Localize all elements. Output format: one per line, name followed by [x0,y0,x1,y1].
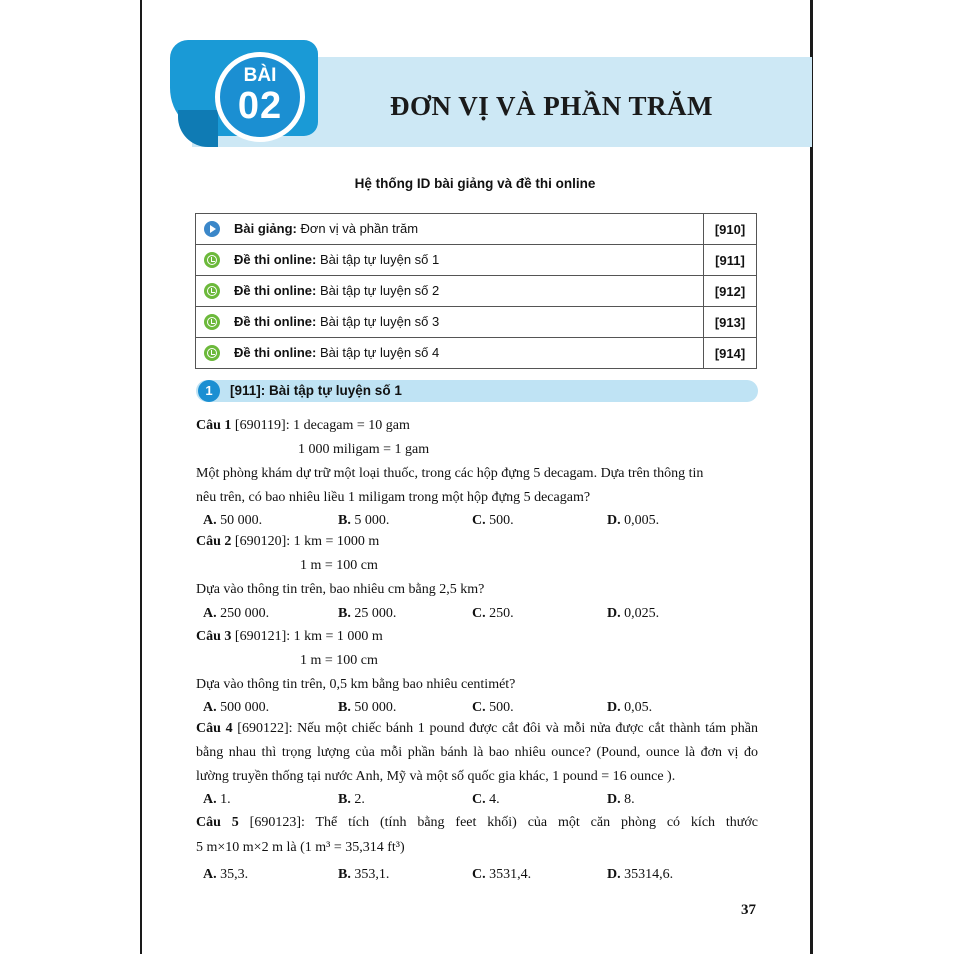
answer-option[interactable]: D. 0,05. [607,700,653,715]
resource-kind: Đề thi online: [234,344,317,360]
badge-label: BÀI [243,65,277,86]
answer-option[interactable]: A. 500 000. [203,700,270,715]
resource-code: [910] [704,214,757,245]
question-label: Câu 2 [196,534,232,549]
answer-option[interactable]: D. 0,005. [607,513,660,528]
question-1-header [196,417,410,435]
question-4-text: Câu 4 [690122]: Nếu một chiếc bánh 1 pound được cắt đôi và mỗi nửa được cắt thành tám phần [196,721,758,736]
resource-kind: Đề thi online: [234,282,317,298]
question-5-text: Câu 5 [690123]: Thể tích (tính bằng feet khối) của một căn phòng có kích thước [196,815,758,830]
resource-row[interactable] [196,245,757,276]
question-fact: 1 decagam = 10 gam [293,418,410,433]
id-system-heading: Hệ thống ID bài giảng và đề thi online [354,176,596,191]
clock-icon [204,252,220,268]
question-text: nêu trên, có bao nhiêu liều 1 miligam trong một hộp đựng 5 decagam? [196,490,591,505]
question-label: Câu 3 [196,629,232,644]
question-id: [690119]: [231,418,294,433]
answer-option[interactable]: C. 250. [472,606,514,621]
answer-option[interactable]: A. 1. [203,792,231,807]
resource-code: [911] [704,245,757,276]
answer-option[interactable]: B. 25 000. [338,606,397,621]
banner-fold [178,110,218,147]
answer-option[interactable]: A. 35,3. [203,867,249,882]
resource-kind: Đề thi online: [234,313,317,329]
question-text: Dựa vào thông tin trên, 0,5 km bằng bao nhiêu centimét? [196,677,516,692]
answer-option[interactable]: B. 2. [338,792,365,807]
resource-title: Đơn vị và phần trăm [300,220,419,236]
question-3-header [196,628,383,646]
clock-icon [204,345,220,361]
question-label: Câu 5 [196,815,239,830]
resource-kind: Bài giảng: [234,220,297,236]
answer-option[interactable]: B. 50 000. [338,700,397,715]
question-label: Câu 1 [196,418,232,433]
badge-number: 02 [237,85,283,127]
answer-option[interactable]: C. 500. [472,700,514,715]
resource-title: Bài tập tự luyện số 3 [319,313,440,329]
answer-option[interactable]: C. 500. [472,513,514,528]
page-number: 37 [741,902,756,918]
resource-title: Bài tập tự luyện số 1 [319,251,440,267]
resource-row[interactable] [196,214,757,245]
lesson-title: ĐƠN VỊ VÀ PHẦN TRĂM [390,91,714,121]
question-text: Một phòng khám dự trữ một loại thuốc, trong các hộp đựng 5 decagam. Dựa trên thông tin [196,466,704,481]
resource-code: [912] [704,276,757,307]
answer-option[interactable]: B. 353,1. [338,867,390,882]
answer-option[interactable]: C. 3531,4. [472,867,532,882]
play-icon [204,221,220,237]
clock-icon [204,314,220,330]
question-text: lường truyền thống tại nước Anh, Mỹ và một số quốc gia khác, 1 pound = 16 ounce ). [196,769,676,784]
answer-option[interactable]: C. 4. [472,792,500,807]
resource-title: Bài tập tự luyện số 4 [319,344,440,360]
answer-option[interactable]: D. 0,025. [607,606,660,621]
question-id: [690121]: [231,629,294,644]
resource-row[interactable] [196,338,757,369]
clock-icon [204,283,220,299]
section-title: [911]: Bài tập tự luyện số 1 [230,383,402,398]
resource-row[interactable] [196,276,757,307]
question-text: Dựa vào thông tin trên, bao nhiêu cm bằng 2,5 km? [196,582,485,597]
question-2-header [196,533,379,551]
answer-option[interactable]: A. 50 000. [203,513,263,528]
answer-option[interactable]: B. 5 000. [338,513,390,528]
question-fact: 1 m = 100 cm [300,653,378,668]
section-number: 1 [198,380,220,402]
question-formula: 5 m×10 m×2 m là (1 m³ = 35,314 ft³) [196,840,405,855]
resource-row[interactable] [196,307,757,338]
question-id: [690120]: [231,534,294,549]
question-fact: 1 m = 100 cm [300,558,378,573]
resource-table [195,213,757,369]
resource-kind: Đề thi online: [234,251,317,267]
resource-title: Bài tập tự luyện số 2 [319,282,440,298]
question-fact: 1 km = 1000 m [293,534,380,549]
answer-option[interactable]: A. 250 000. [203,606,270,621]
page-left-edge [140,0,142,954]
answer-option[interactable]: D. 35314,6. [607,867,674,882]
answer-option[interactable]: D. 8. [607,792,635,807]
lesson-badge [215,52,305,142]
question-fact: 1 km = 1 000 m [293,629,383,644]
question-label: Câu 4 [196,721,233,736]
question-text: bằng nhau thì trọng lượng của mỗi phần bánh là bao nhiêu ounce? (Pound, ounce là đơn vị đo [196,745,758,760]
resource-code: [913] [704,307,757,338]
question-fact: 1 000 miligam = 1 gam [298,442,430,457]
resource-code: [914] [704,338,757,369]
